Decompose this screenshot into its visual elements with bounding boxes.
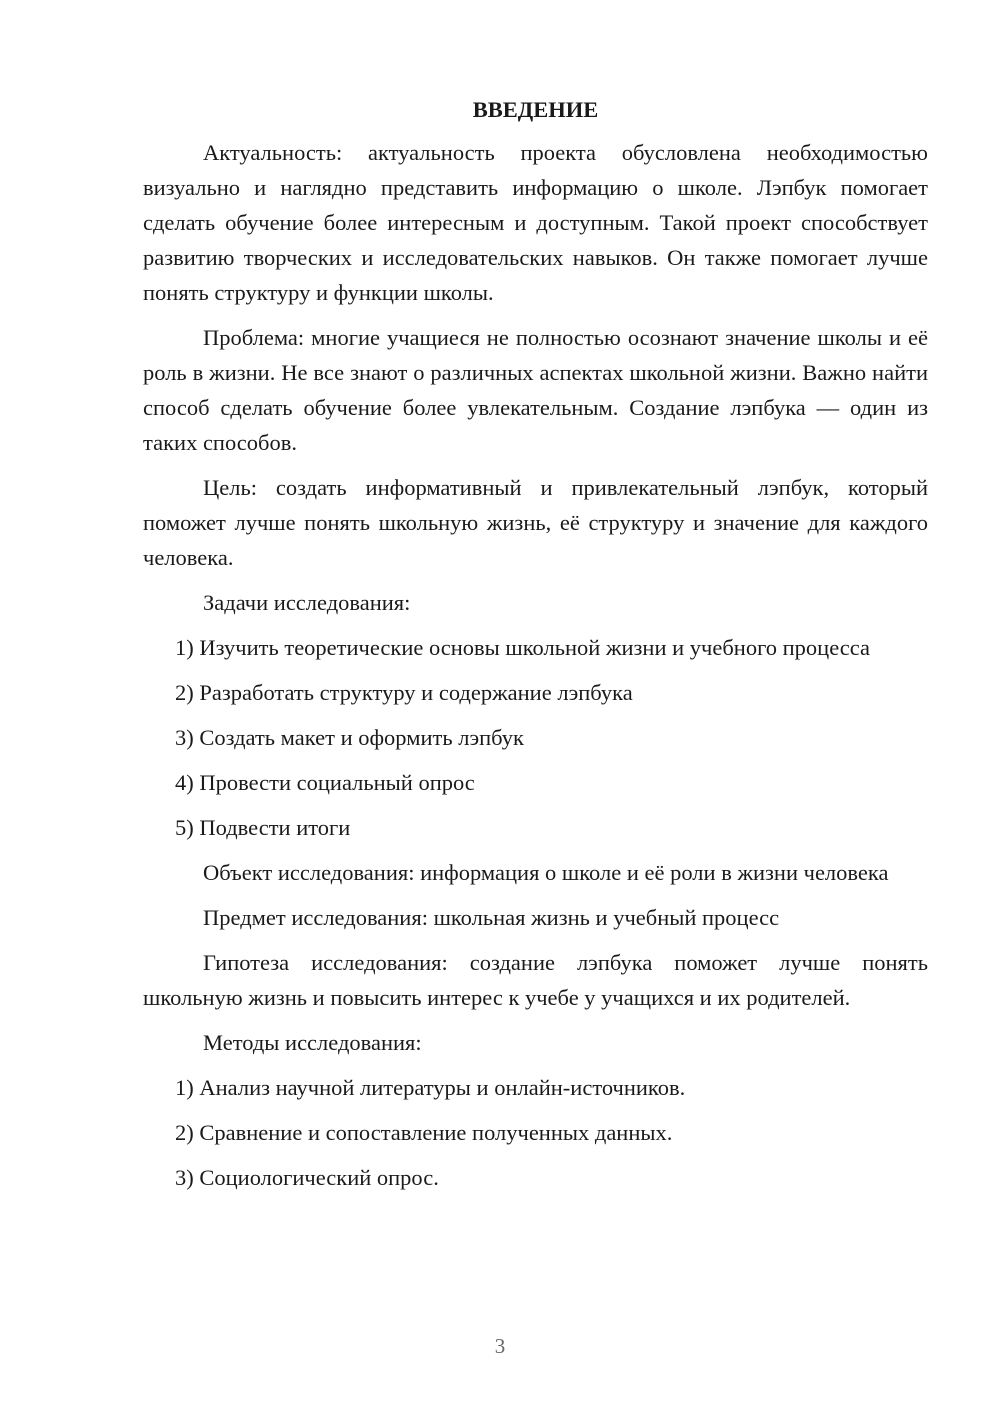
method-item: 2) Сравнение и сопоставление полученных данных. — [175, 1120, 673, 1145]
task-item: 3) Создать макет и оформить лэпбук — [175, 725, 524, 750]
subject-paragraph: Предмет исследования: школьная жизнь и учебный процесс — [203, 905, 780, 930]
problem-paragraph: Проблема: многие учащиеся не полностью осознают значение школы и её роль в жизни. Не все знают о различных аспектах школьной жизни. Важно найти способ сделать обучение более увлекательным. Создание лэпбука — один из таких способов. — [143, 325, 928, 455]
method-item: 3) Социологический опрос. — [175, 1165, 439, 1190]
hypothesis-paragraph: Гипотеза исследования: создание лэпбука поможет лучше понять школьную жизнь и повысить интерес к учебе у учащихся и их родителей. — [143, 950, 928, 1010]
tasks-heading: Задачи исследования: — [203, 590, 411, 615]
methods-heading: Методы исследования: — [203, 1030, 422, 1055]
page-number: 3 — [494, 1334, 506, 1358]
task-item: 1) Изучить теоретические основы школьной жизни и учебного процесса — [175, 635, 870, 660]
task-item: 5) Подвести итоги — [175, 815, 351, 840]
method-item: 1) Анализ научной литературы и онлайн-источников. — [175, 1075, 686, 1100]
relevance-paragraph: Актуальность: актуальность проекта обусловлена необходимостью визуально и наглядно представить информацию о школе. Лэпбук помогает сделать обучение более интересным и доступным. Такой проект способствует развитию творческих и исследовательских навыков. Он также помогает лучше понять структуру и функции школы. — [143, 140, 928, 305]
page-content — [143, 92, 928, 1205]
task-item: 4) Провести социальный опрос — [175, 770, 475, 795]
object-paragraph: Объект исследования: информация о школе и её роли в жизни человека — [203, 860, 889, 885]
task-item: 2) Разработать структуру и содержание лэпбука — [175, 680, 633, 705]
goal-paragraph: Цель: создать информативный и привлекательный лэпбук, который поможет лучше понять школьную жизнь, её структуру и значение для каждого человека. — [143, 475, 928, 570]
page-title: ВВЕДЕНИЕ — [472, 97, 599, 122]
